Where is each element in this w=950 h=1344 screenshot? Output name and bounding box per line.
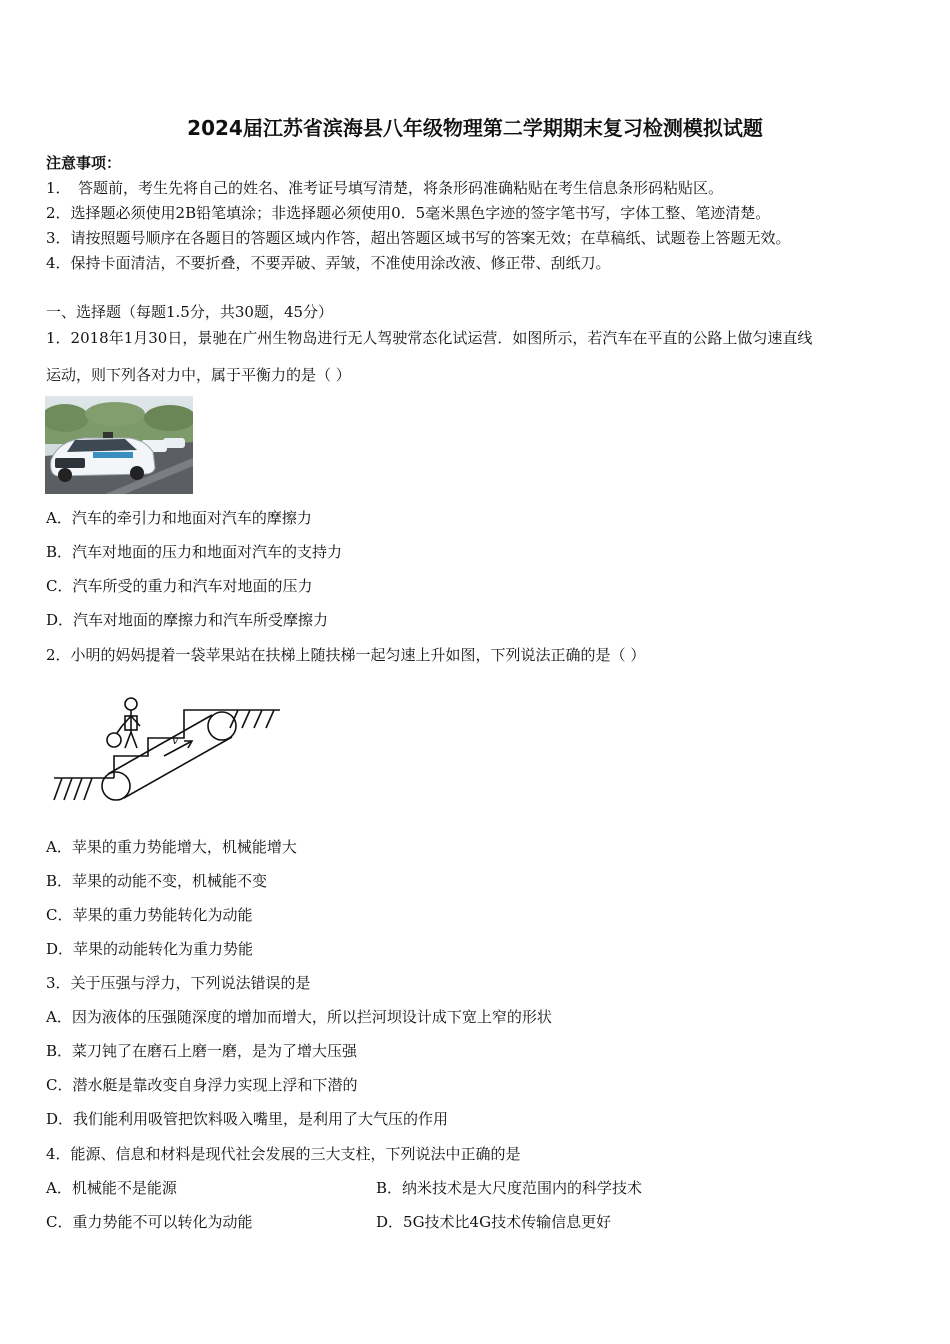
question-2-option-a: A．苹果的重力势能增大，机械能增大 [46,838,297,856]
question-4-option-a: A．机械能不是能源 [46,1179,177,1197]
question-3-option-b: B．菜刀钝了在磨石上磨一磨，是为了增大压强 [46,1042,358,1060]
question-2-option-d: D．苹果的动能转化为重力势能 [46,940,254,958]
notice-item: 2．选择题必须使用2B铅笔填涂；非选择题必须使用0．5毫米黑色字迹的签字笔书写，字体工整、笔迹清楚。 [46,204,771,222]
velocity-label: v [172,734,179,747]
question-3-option-a: A．因为液体的压强随深度的增加而增大，所以拦河坝设计成下宽上窄的形状 [46,1008,552,1026]
escalator-diagram [52,690,284,806]
question-1-option-d: D．汽车对地面的摩擦力和汽车所受摩擦力 [46,611,329,629]
question-1-option-a: A．汽车的牵引力和地面对汽车的摩擦力 [46,509,312,527]
question-4-stem: 4．能源、信息和材料是现代社会发展的三大支柱，下列说法中正确的是 [46,1145,521,1163]
notice-heading: 注意事项： [46,154,122,172]
question-4-option-c: C．重力势能不可以转化为动能 [46,1213,253,1231]
page-title: 2024届江苏省滨海县八年级物理第二学期期末复习检测模拟试题 [187,116,763,140]
question-1-option-b: B．汽车对地面的压力和地面对汽车的支持力 [46,543,343,561]
question-2-option-b: B．苹果的动能不变，机械能不变 [46,872,268,890]
question-2-stem: 2．小明的妈妈提着一袋苹果站在扶梯上随扶梯一起匀速上升如图，下列说法正确的是（ ） [46,646,646,664]
question-2-option-c: C．苹果的重力势能转化为动能 [46,906,253,924]
question-1-option-c: C．汽车所受的重力和汽车对地面的压力 [46,577,313,595]
autonomous-car-photo [45,396,193,494]
notice-item: 3．请按照题号顺序在各题目的答题区域内作答，超出答题区域书写的答案无效；在草稿纸、试题卷上答题无效。 [46,229,791,247]
question-3-option-c: C．潜水艇是靠改变自身浮力实现上浮和下潜的 [46,1076,358,1094]
question-4-option-b: B．纳米技术是大尺度范围内的科学技术 [376,1179,643,1197]
question-1-stem-cont: 运动，则下列各对力中，属于平衡力的是（ ） [46,366,351,384]
question-3-stem: 3．关于压强与浮力，下列说法错误的是 [46,974,311,992]
notice-item: 1． 答题前，考生先将自己的姓名、准考证号填写清楚，将条形码准确粘贴在考生信息条形码粘贴区。 [46,179,724,197]
question-1-stem: 1．2018年1月30日，景驰在广州生物岛进行无人驾驶常态化试运营．如图所示，若汽车在平直的公路上做匀速直线 [46,329,813,347]
question-3-option-d: D．我们能利用吸管把饮料吸入嘴里，是利用了大气压的作用 [46,1110,449,1128]
notice-item: 4．保持卡面清洁，不要折叠，不要弄破、弄皱，不准使用涂改液、修正带、刮纸刀。 [46,254,611,272]
section-heading: 一、选择题（每题1.5分，共30题，45分） [46,303,334,321]
question-4-option-d: D．5G技术比4G技术传输信息更好 [376,1213,612,1231]
